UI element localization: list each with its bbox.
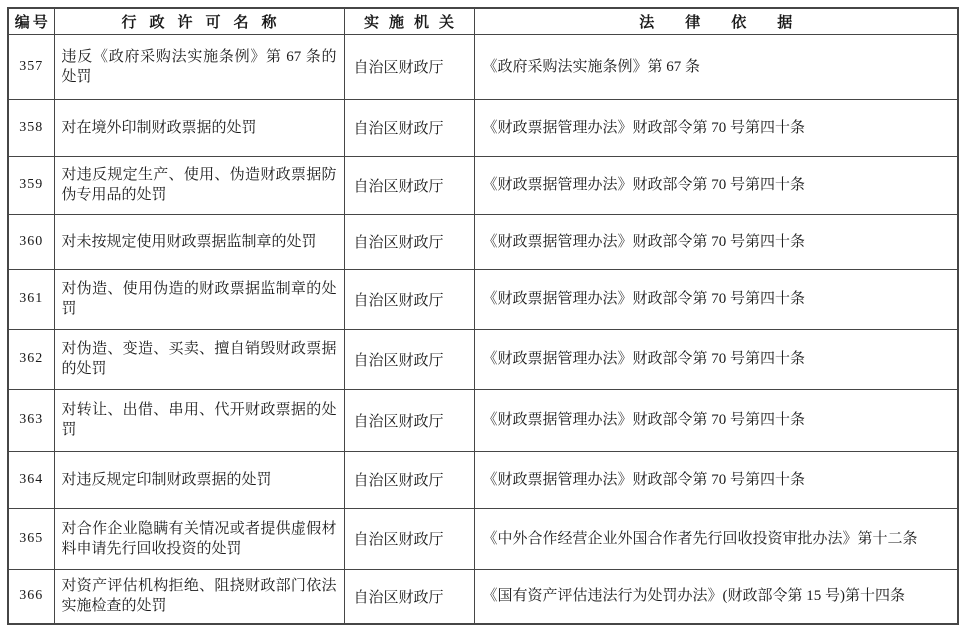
cell-agency: 自治区财政厅 (344, 269, 474, 329)
cell-agency: 自治区财政厅 (344, 389, 474, 451)
cell-name: 违反《政府采购法实施条例》第 67 条的处罚 (54, 34, 344, 99)
cell-legal: 《政府采购法实施条例》第 67 条 (474, 34, 958, 99)
cell-name: 对合作企业隐瞒有关情况或者提供虚假材料申请先行回收投资的处罚 (54, 508, 344, 569)
cell-legal: 《财政票据管理办法》财政部令第 70 号第四十条 (474, 269, 958, 329)
header-row (8, 8, 958, 34)
header-id: 编号 (8, 8, 54, 34)
header-name: 行政许可名称 (54, 8, 344, 34)
cell-agency: 自治区财政厅 (344, 508, 474, 569)
cell-legal: 《财政票据管理办法》财政部令第 70 号第四十条 (474, 99, 958, 156)
cell-name: 对未按规定使用财政票据监制章的处罚 (54, 214, 344, 269)
table-row (8, 99, 958, 156)
table-row (8, 329, 958, 389)
cell-name: 对在境外印制财政票据的处罚 (54, 99, 344, 156)
cell-agency: 自治区财政厅 (344, 329, 474, 389)
cell-legal: 《财政票据管理办法》财政部令第 70 号第四十条 (474, 329, 958, 389)
cell-id: 366 (8, 569, 54, 624)
table-row (8, 214, 958, 269)
cell-id: 364 (8, 451, 54, 508)
cell-name: 对违反规定印制财政票据的处罚 (54, 451, 344, 508)
cell-agency: 自治区财政厅 (344, 34, 474, 99)
table-row (8, 569, 958, 624)
table-row (8, 34, 958, 99)
cell-legal: 《财政票据管理办法》财政部令第 70 号第四十条 (474, 156, 958, 214)
cell-name: 对转让、出借、串用、代开财政票据的处罚 (54, 389, 344, 451)
cell-name: 对伪造、使用伪造的财政票据监制章的处罚 (54, 269, 344, 329)
cell-agency: 自治区财政厅 (344, 99, 474, 156)
cell-name: 对伪造、变造、买卖、擅自销毁财政票据的处罚 (54, 329, 344, 389)
table-body (8, 34, 958, 624)
header-agency: 实施机关 (344, 8, 474, 34)
header-legal: 法律依据 (474, 8, 958, 34)
cell-id: 362 (8, 329, 54, 389)
cell-legal: 《国有资产评估违法行为处罚办法》(财政部令第 15 号)第十四条 (474, 569, 958, 624)
table-row (8, 508, 958, 569)
cell-agency: 自治区财政厅 (344, 569, 474, 624)
cell-id: 358 (8, 99, 54, 156)
cell-id: 359 (8, 156, 54, 214)
table-row (8, 269, 958, 329)
cell-id: 365 (8, 508, 54, 569)
permit-table (7, 7, 959, 625)
cell-legal: 《财政票据管理办法》财政部令第 70 号第四十条 (474, 389, 958, 451)
cell-id: 357 (8, 34, 54, 99)
cell-legal: 《财政票据管理办法》财政部令第 70 号第四十条 (474, 451, 958, 508)
cell-id: 360 (8, 214, 54, 269)
cell-agency: 自治区财政厅 (344, 214, 474, 269)
cell-legal: 《中外合作经营企业外国合作者先行回收投资审批办法》第十二条 (474, 508, 958, 569)
cell-id: 363 (8, 389, 54, 451)
cell-name: 对违反规定生产、使用、伪造财政票据防伪专用品的处罚 (54, 156, 344, 214)
cell-name: 对资产评估机构拒绝、阻挠财政部门依法实施检查的处罚 (54, 569, 344, 624)
table-row (8, 451, 958, 508)
cell-agency: 自治区财政厅 (344, 156, 474, 214)
cell-id: 361 (8, 269, 54, 329)
cell-agency: 自治区财政厅 (344, 451, 474, 508)
table-row (8, 156, 958, 214)
table-row (8, 389, 958, 451)
cell-legal: 《财政票据管理办法》财政部令第 70 号第四十条 (474, 214, 958, 269)
